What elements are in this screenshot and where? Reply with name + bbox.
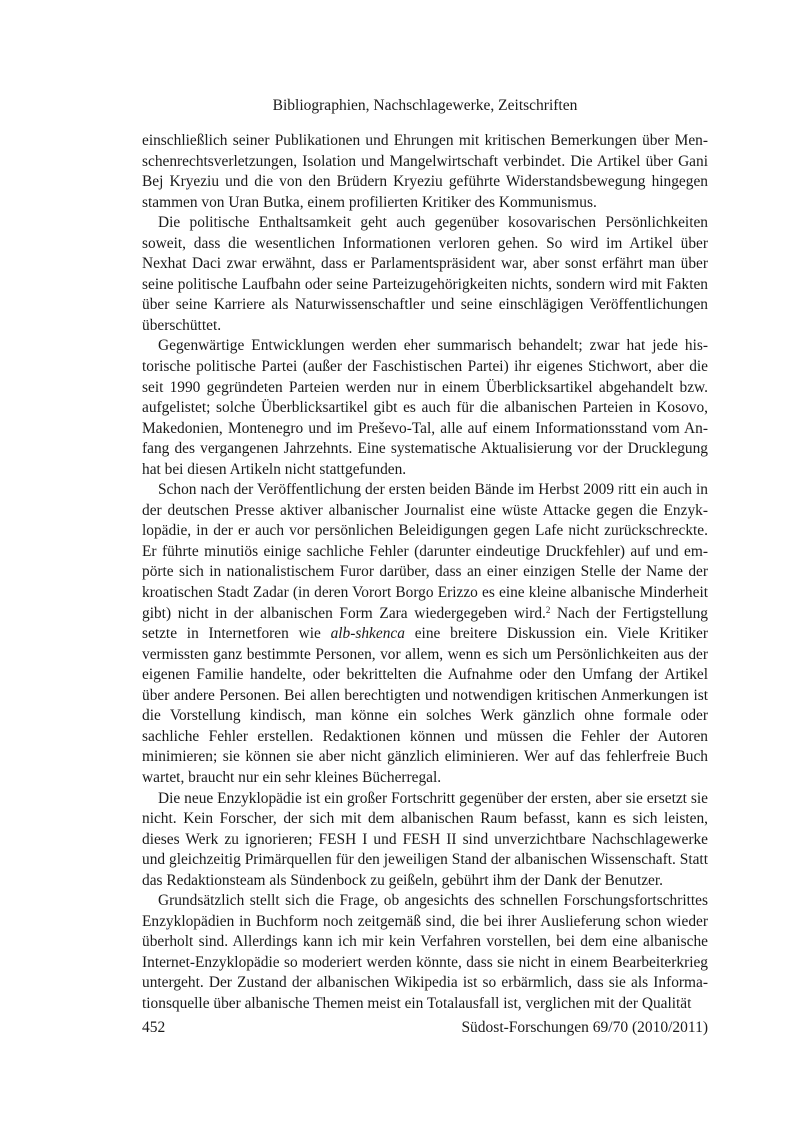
paragraph-5: Die neue Enzyklopädie ist ein großer Fortschritt gegenüber der ersten, aber sie ersetzt sie nicht. Kein Forscher, der sich mit dem albanischen Raum befasst, kann es sich leisten, dieses Werk zu ignorieren; FESH I und FESH II sind unverzichtbare Nachschlagewerke und gleichzeitig Primärquellen für den jeweiligen Stand der albanischen Wissenschaft. Statt das Redaktionsteam als Sündenbock zu geißeln, gebührt ihm der Dank der Benutzer. [142, 789, 708, 889]
journal-citation: Südost-Forschungen 69/70 (2010/2011) [461, 1019, 708, 1036]
forum-name: alb-shkenca [330, 625, 405, 643]
page-number: 452 [142, 1019, 166, 1036]
body-text [142, 131, 708, 1015]
paragraph-2: Die politische Enthaltsamkeit geht auch gegenüber kosovarischen Persönlichkeiten soweit, dass die wesentlichen Informationen verloren gehen. So wird im Artikel über Nexhat Daci zwar erwähnt, dass er Parlamentspräsident war, aber sonst erfährt man über seine politische Laufbahn oder seine Parteizugehörigkeiten nichts, sondern wird mit Fakten über seine Karriere als Naturwissenschaftler und seine einschlägigen Veröffentlichungen überschüttet. [142, 214, 708, 334]
paragraph-4-part-1: Schon nach der Veröffentlichung der ersten beiden Bände im Herbst 2009 ritt ein auch in der deutschen Presse aktiver albanischer Journalist eine wüste Attacke gegen die Enzyklopädie, in der er auch vor persönlichen Beleidigungen gegen Lafe nicht zurückschreckte. Er führte minutiös einige sachliche Fehler (darunter eindeutige Druckfehler) auf und empörte sich in nationalistischem Furor darüber, dass an einer einzigen Stelle der Name der kroatischen Stadt Zadar (in deren Vorort Borgo Erizzo es eine kleine albanische Minderheit gibt) nicht in der albanischen Form Zara wiedergegeben wird. [142, 481, 708, 622]
paragraph-6: Grundsätzlich stellt sich die Frage, ob angesichts des schnellen Forschungsfortschrittes Enzyklopädien in Buchform noch zeitgemäß sind, die bei ihrer Auslieferung schon wieder überholt sind. Allerdings kann ich mir kein Verfahren vorstellen, bei dem eine albanische Internet-Enzyklopädie so moderiert werden könnte, dass sie nicht in einem Bearbeiterkrieg untergeht. Der Zustand der albanischen Wikipedia ist so erbärmlich, dass sie als Informationsquelle über albanische Themen meist ein Totalausfall ist, verglichen mit der Qualität [142, 892, 708, 1012]
running-head: Bibliographien, Nachschlagewerke, Zeitschriften [272, 97, 578, 114]
paragraph-4-part-3: eine breitere Diskussion ein. Viele Kritiker vermissten ganz bestimmte Personen, vor allem, wenn es sich um Persönlichkeiten aus der eigenen Familie handelte, oder bekrittelten die Aufnahme oder den Umfang der Artikel über andere Personen. Bei allen berechtigten und notwendigen kritischen Anmerkungen ist die Vorstellung kindisch, man könne ein solches Werk gänzlich ohne formale oder sachliche Fehler erstellen. Redaktionen können und müssen die Fehler der Autoren minimieren; sie können sie aber nicht gänzlich eliminieren. Wer auf das fehlerfreie Buch wartet, braucht nur ein sehr kleines Bücherregal. [142, 625, 709, 786]
paragraph-3: Gegenwärtige Entwicklungen werden eher summarisch behandelt; zwar hat jede historische politische Partei (außer der Faschistischen Partei) ihr eigenes Stichwort, aber die seit 1990 gegründeten Parteien werden nur in einem Überblicksartikel abgehandelt bzw. aufgelistet; solche Überblicksartikel gibt es auch für die albanischen Parteien in Kosovo, Makedonien, Montenegro und im Preševo-Tal, alle auf einem Informationsstand vom Anfang des vergangenen Jahrzehnts. Eine systematische Aktualisierung vor der Drucklegung hat bei diesen Artikeln nicht stattgefunden. [142, 337, 708, 478]
paragraph-4-part-2: Nach der Fertigstellung setzte in Internetforen wie [142, 604, 708, 643]
paragraph-1: einschließlich seiner Publikationen und Ehrungen mit kritischen Bemerkungen über Menschenrechtsverletzungen, Isolation und Mangelwirtschaft verbindet. Die Artikel über Gani Bej Kryeziu und die von den Brüdern Kryeziu geführte Widerstandsbewegung hingegen stammen von Uran Butka, einem profilierten Kritiker des Kommunismus. [142, 132, 708, 211]
footnote-marker: 2 [545, 604, 551, 615]
paragraph-4 [142, 480, 708, 788]
